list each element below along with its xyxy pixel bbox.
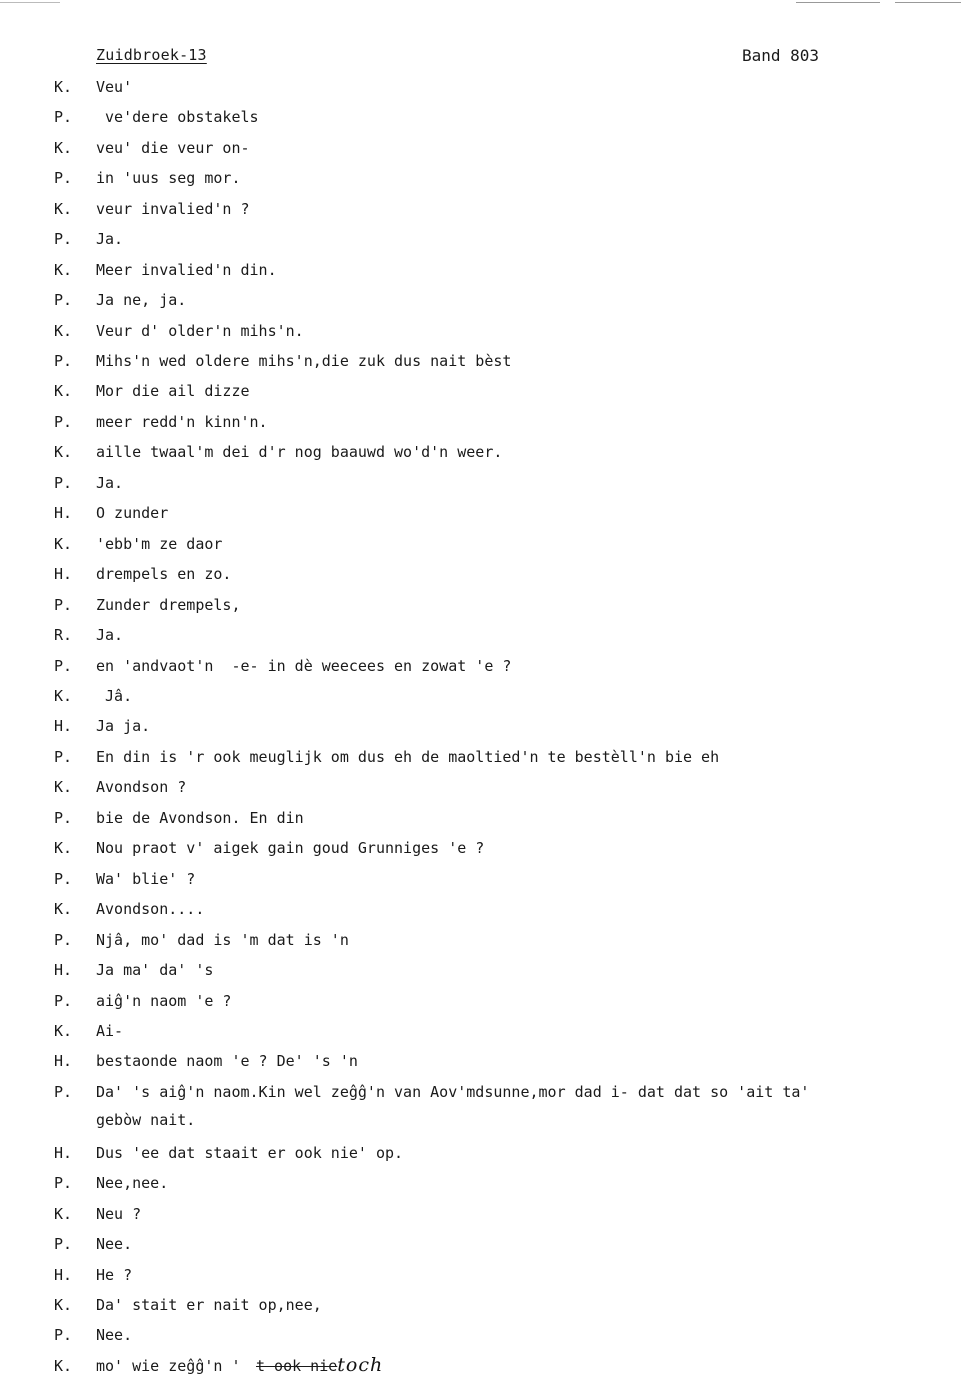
utterance-text: Wa' blie' ? [96,870,196,888]
utterance-text: meer redd'n kinn'n. [96,413,268,431]
speaker-label: P. [54,596,73,614]
correction-group [256,1354,383,1376]
utterance-text: in 'uus seg mor. [96,169,241,187]
transcript-line [0,961,973,991]
speaker-label: P. [54,992,73,1010]
transcript-line [0,900,973,930]
transcript-line [0,870,973,900]
utterance-text: En din is 'r ook meuglijk om dus eh de maoltied'n te bestèll'n bie eh [96,748,720,766]
utterance-text: aille twaal'm dei d'r nog baauwd wo'd'n weer. [96,443,503,461]
transcript-line [0,169,973,199]
speaker-label: K. [54,261,73,279]
speaker-label: K. [54,839,73,857]
utterance-text: bie de Avondson. En din [96,809,304,827]
transcript-line [0,108,973,138]
speaker-label: K. [54,535,73,553]
transcript-line [0,1052,973,1082]
transcript-line [0,1354,973,1387]
speaker-label: P. [54,870,73,888]
transcript-line [0,322,973,352]
transcript-line [0,839,973,869]
utterance-text: Mihs'n wed oldere mihs'n,die zuk dus nait bèst [96,352,512,370]
transcript-line [0,1266,973,1296]
speaker-label: P. [54,809,73,827]
speaker-label: P. [54,413,73,431]
utterance-text: Veu' [96,78,133,96]
transcript-line [0,717,973,747]
utterance-text: Nee,nee. [96,1174,169,1192]
transcript-line [0,535,973,565]
speaker-label: P. [54,230,73,248]
top-rule [796,2,880,3]
utterance-text: Njâ, mo' dad is 'm dat is 'n [96,931,349,949]
utterance-text: Mor die ail dizze [96,382,250,400]
utterance-text: Avondson ? [96,778,187,796]
transcript-line [0,352,973,382]
speaker-label: K. [54,1022,73,1040]
speaker-label: P. [54,291,73,309]
speaker-label: K. [54,778,73,796]
utterance-text: Ja ne, ja. [96,291,187,309]
utterance-text: drempels en zo. [96,565,232,583]
utterance-text: Veur d' older'n mihs'n. [96,322,304,340]
top-rule [895,2,961,3]
transcript-line [0,687,973,717]
struck-text: t ook nie [256,1357,338,1375]
utterance-text: Da' stait er nait op,nee, [96,1296,322,1314]
speaker-label: R. [54,626,73,644]
transcript-line [0,748,973,778]
transcript-line [0,474,973,504]
transcript-line [0,78,973,108]
speaker-label: H. [54,1144,73,1162]
transcript-line [0,1235,973,1265]
utterance-text: Jâ. [96,687,133,705]
transcript-line [0,1326,973,1356]
utterance-text: 'ebb'm ze daor [96,535,223,553]
speaker-label: K. [54,900,73,918]
transcript-line [0,1022,973,1052]
utterance-text: Dus 'ee dat staait er ook nie' op. [96,1144,404,1162]
speaker-label: P. [54,1083,73,1101]
speaker-label: P. [54,748,73,766]
transcript-line [0,657,973,687]
utterance-text: mo' wie zeĝĝ'n ' [96,1357,241,1375]
speaker-label: H. [54,1266,73,1284]
utterance-text: aiĝ'n naom 'e ? [96,992,232,1010]
transcript-line [0,413,973,443]
speaker-label: P. [54,352,73,370]
speaker-label: P. [54,1235,73,1253]
speaker-label: K. [54,1357,73,1375]
transcript-line [0,809,973,839]
utterance-text: Ja. [96,474,124,492]
transcript-line [0,1296,973,1326]
speaker-label: K. [54,200,73,218]
top-rule [0,2,60,3]
utterance-text: Ja ma' da' 's [96,961,214,979]
speaker-label: K. [54,1205,73,1223]
speaker-label: H. [54,504,73,522]
speaker-label: K. [54,322,73,340]
speaker-label: P. [54,931,73,949]
transcript-line [0,261,973,291]
transcript-line [0,382,973,412]
utterance-text: Nou praot v' aigek gain goud Grunniges 'e ? [96,839,485,857]
speaker-label: H. [54,717,73,735]
utterance-text: Ai- [96,1022,124,1040]
speaker-label: P. [54,108,73,126]
transcript-line [0,1144,973,1174]
utterance-text: Da' 's aiĝ'n naom.Kin wel zeĝĝ'n van Aov'mdsunne,mor dad i- dat dat so 'ait ta' [96,1083,810,1101]
transcript-line [0,139,973,169]
transcript-line [0,596,973,626]
transcript-line [0,1205,973,1235]
handwritten-correction: toch [337,1354,384,1376]
speaker-label: P. [54,1174,73,1192]
speaker-label: P. [54,474,73,492]
speaker-label: K. [54,139,73,157]
utterance-text: ve'dere obstakels [96,108,259,126]
utterance-text: Avondson.... [96,900,205,918]
speaker-label: K. [54,1296,73,1314]
utterance-text: Meer invalied'n din. [96,261,277,279]
continuation-line: gebòw nait. [96,1111,196,1129]
transcript-line [0,230,973,260]
tape-number: Band 803 [742,46,820,65]
speaker-label: H. [54,961,73,979]
transcript-line [0,992,973,1022]
transcript-line [0,626,973,656]
utterance-text: O zunder [96,504,169,522]
utterance-text: Ja. [96,230,124,248]
transcript-line [0,931,973,961]
speaker-label: P. [54,657,73,675]
utterance-text: Ja. [96,626,124,644]
speaker-label: K. [54,687,73,705]
transcript-line [0,443,973,473]
document-title: Zuidbroek-13 [96,46,207,64]
transcript-line [0,200,973,230]
utterance-text: bestaonde naom 'e ? De' 's 'n [96,1052,358,1070]
speaker-label: P. [54,169,73,187]
utterance-text: Ja ja. [96,717,151,735]
transcript-line [0,778,973,808]
speaker-label: K. [54,78,73,96]
speaker-label: K. [54,443,73,461]
speaker-label: K. [54,382,73,400]
transcript-line [0,1174,973,1204]
utterance-text: Nee. [96,1326,133,1344]
utterance-text: Nee. [96,1235,133,1253]
utterance-text: veu' die veur on- [96,139,250,157]
transcript-line [0,291,973,321]
transcript-line [0,565,973,595]
utterance-text: en 'andvaot'n -e- in dè weecees en zowat 'e ? [96,657,512,675]
speaker-label: H. [54,1052,73,1070]
utterance-text: Neu ? [96,1205,142,1223]
utterance-text: veur invalied'n ? [96,200,250,218]
speaker-label: H. [54,565,73,583]
transcript-line [0,1083,973,1113]
utterance-text: Zunder drempels, [96,596,241,614]
transcript-line [0,504,973,534]
utterance-text: He ? [96,1266,133,1284]
speaker-label: P. [54,1326,73,1344]
